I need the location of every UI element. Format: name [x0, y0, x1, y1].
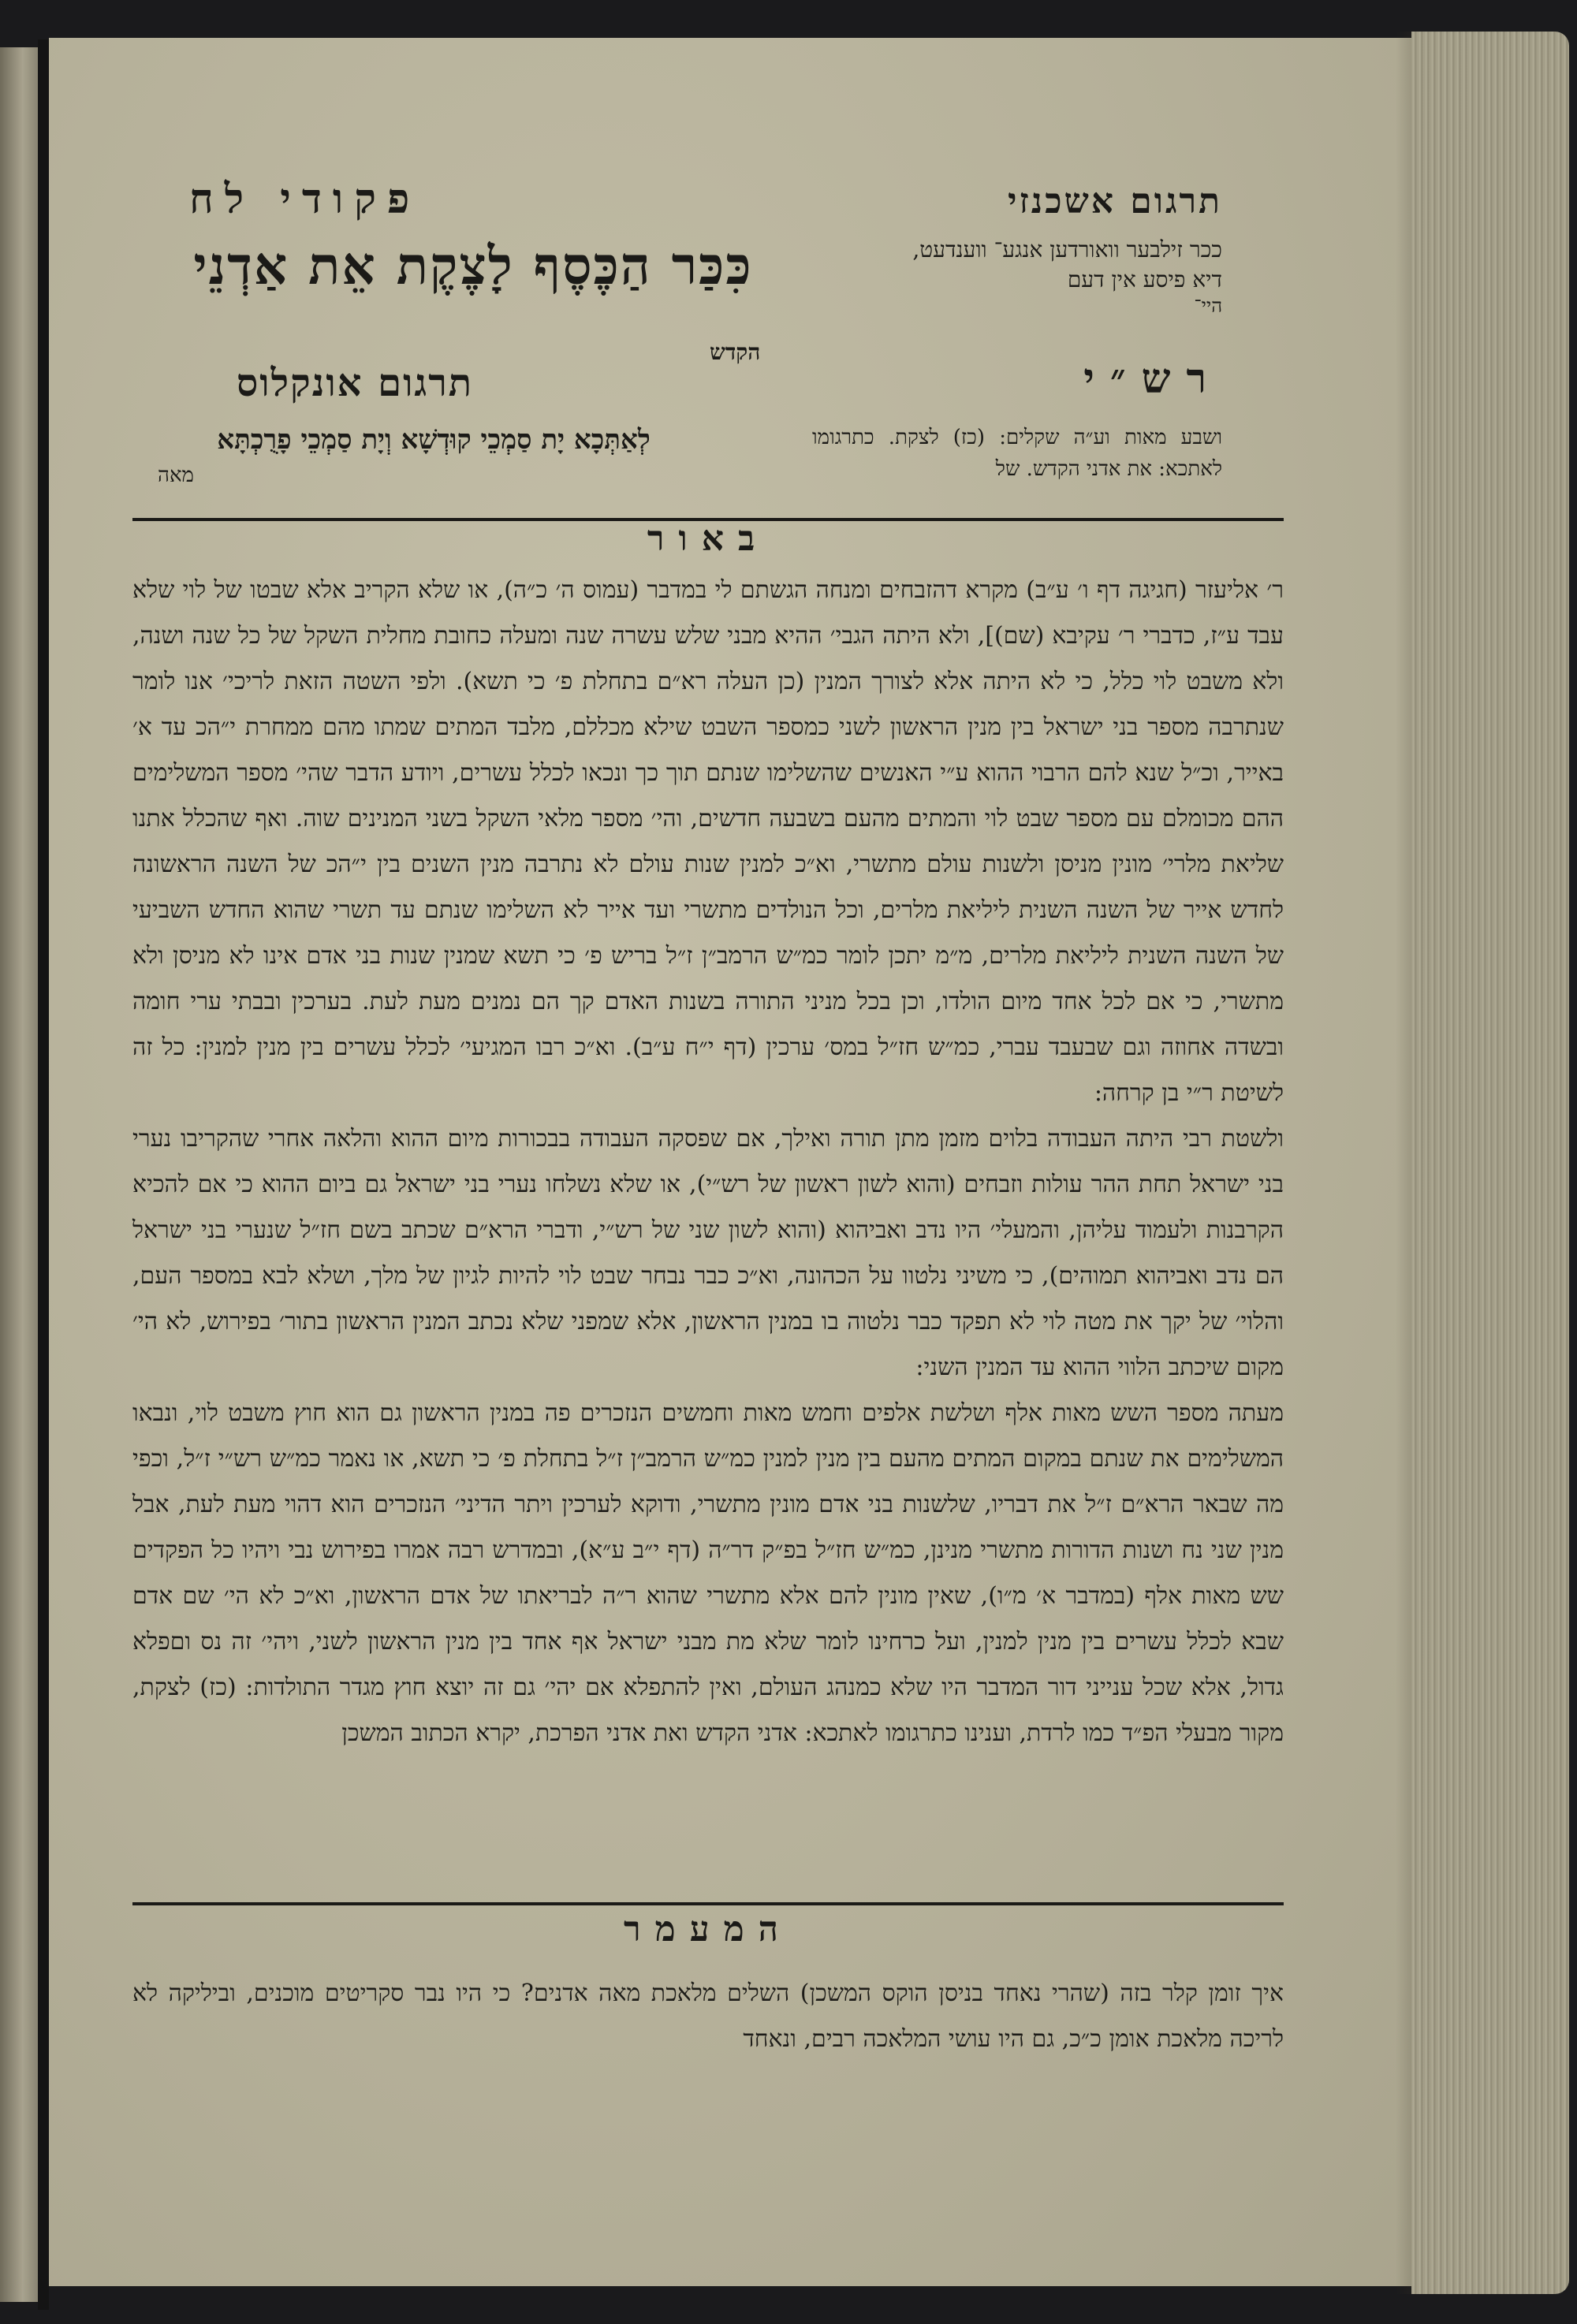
- book-gutter: [38, 39, 49, 2310]
- meamar-title: המעמר: [624, 1909, 792, 1950]
- meamar-body: איך זומן קלר בזה (שהרי נאחד בניסן הוקס המשכן) השלים מלאכת מאה אדנים? כי היו נבר סקריטים מוכנים, וביליקה לא לריכה מלאכת אומן כ״כ, גם היו עושי המלאכה רבים, ונאחד: [132, 1979, 1284, 2053]
- biur-paragraph: ולשטת רבי היתה העבודה בלוים מזמן מתן תורה ואילך, אם שפסקה העבודה בבכורות מיום ההוא והלאה אחרי שהקריבו נערי בני ישראל תחת ההר עולות וזבחים (והוא לשון ראשון של רש״י), או שלא נשלחו נערי בני ישראל גם ביום ההוא כי אם להכיא הקרבנות ולעמוד עליהן, והמעלי׳ היו נדב ואביהוא (והוא לשון שני של רש״י, ודברי הרא״ם שכתב בשם חז״ל שנערי בני ישראל הם נדב ואביהוא תמוהים), כי משיני נלטוו על הכהונה, וא״כ כבר נבחר שבט לוי להיות לגיון של מלך, ושלא לבא במספר העם, והלוי׳ של יקך את מטה לוי לא תפקד כבר נלטוה בו במנין הראשון, אלא שמפני שלא נכתב המנין הראשון בתור׳ בפירוש, לא הי׳ מקום שיכתב הלווי ההוא עד המנין השני:: [132, 1125, 1284, 1381]
- page-header: [79, 150, 1222, 512]
- onkelos-continuation: מאה: [158, 464, 194, 487]
- left-page-edge: [0, 47, 38, 2302]
- running-title-left: פקודי לח: [189, 175, 421, 223]
- onkelos-title: תרגום אונקלוס: [237, 361, 474, 405]
- running-title-right: תרגום אשכנזי: [1007, 181, 1222, 222]
- onkelos-text: לְאַתְּכָא יָת סַמְכֵי קוּדְשָׁא וְיָת סַמְכֵי פָרֻכְתָּא: [217, 424, 651, 456]
- section-divider: [132, 1902, 1284, 1905]
- page-stack-edge: [1411, 32, 1569, 2294]
- german-translation: ככר זילבער וואורדען אנגע־ ווענדעט, דיא פיסע אין דעם: [912, 236, 1222, 292]
- german-continuation: היי־: [1194, 295, 1222, 317]
- biur-paragraph: ר׳ אליעזר (חגיגה דף ו׳ ע״ב) מקרא דהזבחים ומנחה הגשתם לי במדבר (עמוס ה׳ כ״ה), או שלא הקריב אלא שבטו של לוי שלא עבד ע״ז, כדברי ר׳ עקיבא (שם)], ולא היתה הגבי׳ ההיא מבני שלש עשרה שנה ומעלה כחובת מחלית השקל של כל שנה ושנה, ולא משבט לוי כלל, כי לא היתה אלא לצורך המנין (כן העלה רא״ם בתחלת פ׳ כי תשא). ולפי השטה הזאת לריכי׳ אנו לומר שנתרבה מספר בני ישראל בין מנין הראשון לשני כמספר השבט שילא מכללם, מלבד המתים שמתו מהם ממחרת י״הכ עד א׳ באייר, וכ״ל שנא להם הרבוי ההוא ע״י האנשים שהשלימו שנתם תוך כך ונכאו לכלל עשרים, ויודע הדבר שהי׳ מספר המשלימים ההם מכומלם עם מספר שבט לוי והמתים מהעם בשבעה חדשים, והי׳ מספר מלאי השקל בשני המנינים שוה. ואף שהכלל אתנו שליאת מלרי׳ מונין מניסן ולשנות עולם מתשרי, וא״כ למנין שנות עולם לא נתרבה מנין השנים בין י״הכ של השנה הראשונה לחדש אייר של השנה השנית ליליאת מלרים, וכל הנולדים מתשרי ועד אייר לא השלימו שנתם עד תשרי שהוא החדש השביעי של השנה השנית ליליאת מלרים, מ״מ יתכן לומר כמ״ש הרמב״ן ז״ל בריש פ׳ כי תשא שמנין שנות בני אדם אינו לא מניסן ולא מתשרי, כי אם לכל אחד מיום הולדו, וכן בכל מניני התורה בשנות האדם קך הם נמנים מעת לעת. בערכין ובבתי ערי חומה ובשדה אחוזה וגם שבעבד עברי, כמ״ש חז״ל במס׳ ערכין (דף י״ח ע״ב). וא״כ רבו המגיעי׳ לכלל עשרים בין מנין למנין: כל זה לשיטת ר״י בן קרחה:: [132, 576, 1284, 1107]
- biur-paragraph: מעתה מספר השש מאות אלף ושלשת אלפים וחמש מאות וחמשים הנזכרים פה במנין הראשון גם הוא חוץ משבט לוי, ונבאו המשלימים את שנתם במקום המתים מהעם בין מנין למנין כמ״ש הרמב״ן ז״ל בתחלת פ׳ כי תשא, או נאמר כמ״ש רש״י ז״ל, וכפי מה שבאר הרא״ם ז״ל את דבריו, שלשנות בני אדם מונין מתשרי, ודוקא לערכין ויתר הדיני׳ הנזכרים הוא דהוי מעת לעת, אבל מנין שני נח ושנות הדורות מתשרי מנינן, כמ״ש חז״ל בפ״ק דר״ה (דף י״ב ע״א), ובמדרש רבה אמרו בפירוש נבי ויהיו כל הפקדים שש מאות אלף (במדבר א׳ מ״ו), שאין מונין להם אלא מתשרי שהוא ר״ה לבריאתו של אדם הראשון, וא״כ לא הי׳ שם אדם שבא לכלל עשרים בין מנין למנין, ועל כרחינו לומר שלא מת מבני ישראל אף אחד בין מנין הראשון לשני, ויהי׳ זה נס וםפלא גדול, אלא שכל ענייני דור המדבר היו שלא כמנהג העולם, ואין להתפלא אם יהי׳ גם זה יוצא חוץ מגדר התולדות: (כז) לצקת, מקור מבעלי הפ״ד כמו לרדת, וענינו כתרגומו לאתכא: אדני הקדש ואת אדני הפרכת, יקרא הכתוב המשכן: [132, 1399, 1284, 1747]
- verse-text: כִּכַּר הַכֶּסֶף לָצֶקֶת אֵת אַדְנֵי: [193, 235, 753, 296]
- biur-body: [132, 568, 1284, 1756]
- rashi-title: רש״י: [1083, 355, 1222, 403]
- verse-continuation-word: הקדש: [710, 339, 761, 365]
- biur-title: באור: [647, 519, 770, 559]
- rashi-text: ושבע מאות וע״ה שקלים: (כז) לצקת. כתרגומו לאתכא: את אדני הקדש. של: [812, 426, 1222, 481]
